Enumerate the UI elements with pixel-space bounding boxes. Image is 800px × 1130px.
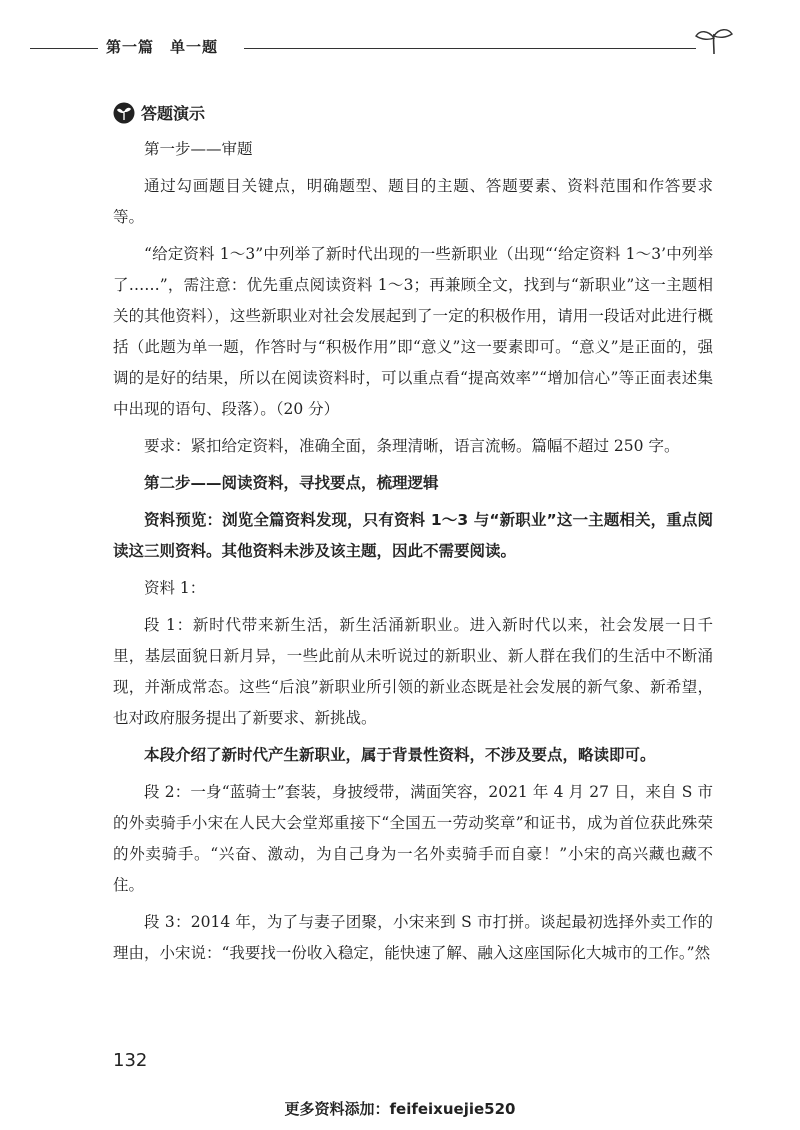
sprout-icon [692, 26, 736, 56]
section-heading [113, 98, 713, 128]
page-number: 132 [113, 1050, 148, 1071]
material-label: 资料 1： [144, 579, 206, 597]
step1-para3: 要求：紧扣给定资料，准确全面，条理清晰，语言流畅。篇幅不超过 250 字。 [144, 437, 680, 455]
footer-note: 更多资料添加：feifeixuejie520 [284, 1100, 516, 1118]
step1-para2: “给定资料 1～3”中列举了新时代出现的一些新职业（出现“‘给定资料 1～3’中列举了……”，需注意：优先重点阅读资料 1～3；再兼顾全文，找到与“新职业”这一主题相关的其他资料），这些新职业对社会发展起到了一定的积极作用，请用一段话对此进行概括（此题为单一题，作答时与“积极作用”即“意义”这一要素即可。“意义”是正面的，强调的是好的结果，所以在阅读资料时，可以重点看“提高效率”“增加信心”等正面表述集中出现的语句、段落）。（20 分） [113, 245, 713, 418]
step1-para1: 通过勾画题目关键点，明确题型、题目的主题、答题要素、资料范围和作答要求等。 [113, 177, 713, 226]
step1-title: 第一步——审题 [144, 140, 253, 158]
segment-3: 段 3：2014 年，为了与妻子团聚，小宋来到 S 市打拼。谈起最初选择外卖工作的理由，小宋说：“我要找一份收入稳定，能快速了解、融入这座国际化大城市的工作。”然 [113, 913, 713, 962]
step2-title: 第二步——阅读资料，寻找要点，梳理逻辑 [144, 474, 439, 492]
header-rule-left [30, 48, 98, 49]
header-rule-right [244, 48, 696, 49]
leaf-badge-icon [113, 102, 135, 124]
page-header [30, 26, 740, 66]
segment-1: 段 1：新时代带来新生活，新生活涌新职业。进入新时代以来，社会发展一日千里，基层面貌日新月异，一些此前从未听说过的新职业、新人群在我们的生活中不断涌现，并渐成常态。这些“后浪”新职业所引领的新业态既是社会发展的新气象、新希望，也对政府服务提出了新要求、新挑战。 [113, 616, 713, 727]
section-title: 答题演示 [141, 103, 206, 123]
segment-1-note: 本段介绍了新时代产生新职业，属于背景性资料，不涉及要点，略读即可。 [144, 746, 656, 764]
step2-preview: 资料预览：浏览全篇资料发现，只有资料 1～3 与“新职业”这一主题相关，重点阅读这三则资料。其他资料未涉及该主题，因此不需要阅读。 [113, 511, 713, 560]
page-content [113, 98, 713, 975]
segment-2: 段 2：一身“蓝骑士”套装，身披绶带，满面笑容，2021 年 4 月 27 日，来自 S 市的外卖骑手小宋在人民大会堂郑重接下“全国五一劳动奖章”和证书，成为首位获此殊荣的外卖骑手。“兴奋、激动，为自己身为一名外卖骑手而自豪！”小宋的高兴藏也藏不住。 [113, 783, 713, 894]
header-title: 第一篇 单一题 [106, 38, 219, 56]
